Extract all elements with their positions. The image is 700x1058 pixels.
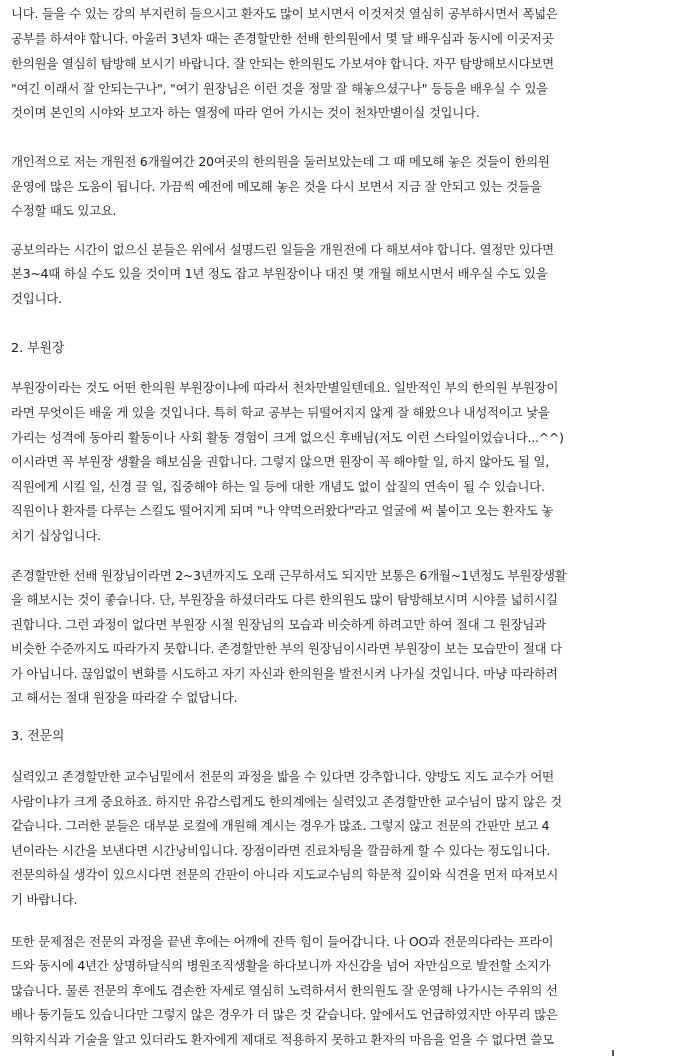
paragraph-line: 의학지식과 기술을 알고 있더라도 환자에게 제대로 적용하지 못하고 환자의 마음을 얻을 수 없다면 쓸모 (11, 1032, 554, 1047)
paragraph-line: 공부를 하셔야 합니다. 아울러 3년차 때는 존경할만한 선배 한의원에서 몇 달 배우심과 동시에 이곳저곳 (11, 31, 554, 46)
paragraph-line: 공보의라는 시간이 없으신 분들은 위에서 설명드린 일들을 개원전에 다 해보셔야 합니다. 열정만 있다면 (11, 242, 554, 257)
paragraph-line: 사람이냐가 크게 중요하죠. 하지만 유감스럽게도 한의계에는 실력있고 존경할만한 교수님이 많지 않은 것 (11, 794, 562, 809)
paragraph-line: 권합니다. 그런 과정이 없다면 부원장 시절 원장님의 모습과 비슷하게 하려고만 하여 절대 그 원장님과 (11, 617, 546, 632)
paragraph-line: 치기 십상입니다. (11, 528, 101, 543)
paragraph-line: 존경할만한 선배 원장님이라면 2~3년까지도 오래 근무하셔도 되지만 보통은 6개월~1년정도 부원장생활 (11, 568, 567, 583)
paragraph-line: 년이라는 시간을 보낸다면 시간낭비입니다. 장점이라면 진료차팅을 깔끔하게 할 수 있다는 정도입니다. (11, 843, 551, 858)
section-heading: 2. 부원장 (11, 341, 65, 356)
paragraph-line: 가리는 성격에 동아리 활동이나 사회 활동 경험이 크게 없으신 후배님(저도 이런 스타일이었습니다...^^) (11, 430, 564, 445)
paragraph-line: 개인적으로 저는 개원전 6개월여간 20여곳의 한의원을 둘러보았는데 그 때 메모해 놓은 것들이 한의원 (11, 154, 550, 169)
paragraph-line: 부원장이라는 것도 어떤 한의원 부원장이냐에 따라서 천차만별일텐데요. 일반적인 부의 한의원 부원장이 (11, 380, 559, 395)
paragraph-line: 것입니다. (11, 291, 62, 306)
paragraph-line: 비슷한 수준까지도 따라가지 못합니다. 존경할만한 부의 원장님이시라면 부원장이 보는 모습만이 절대 다 (11, 641, 562, 656)
paragraph-line: 가 아닙니다. 끊임없이 변화를 시도하고 자기 자신과 한의원을 발전시켜 나가실 것입니다. 마냥 따라하려 (11, 666, 558, 681)
paragraph-line: 운영에 많은 도움이 됩니다. 가끔씩 예전에 메모해 놓은 것을 다시 보면서 지금 잘 안되고 있는 것들을 (11, 179, 542, 194)
paragraph-line: 전문의하실 생각이 있으시다면 전문의 간판이 아니라 지도교수님의 학문적 깊이와 식견을 먼저 따져보시 (11, 867, 559, 882)
paragraph-line: 직원에게 시킬 일, 신경 끌 일, 집중해야 하는 일 등에 대한 개념도 없이 삽질의 연속이 될 수 있습니다. (11, 479, 545, 494)
paragraph-line: 이시라면 꼭 부원장 생활을 해보심을 권합니다. 그렇지 않으면 원장이 꼭 해야할 일, 하지 않아도 될 일, (11, 454, 550, 469)
paragraph-line: 실력있고 존경할만한 교수님밑에서 전문의 과정을 밟을 수 있다면 강추합니다. 양방도 지도 교수가 어떤 (11, 769, 554, 784)
paragraph-line: 많습니다. 물론 전문의 후에도 겸손한 자세로 열심히 노력하셔서 한의원도 잘 운영해 나가시는 주위의 선 (11, 983, 558, 998)
paragraph-line: "여긴 이래서 잘 안되는구나", "여기 원장님은 이런 것을 정말 잘 해놓으셨구나" 등등을 배우실 수 있을 (11, 81, 549, 96)
paragraph-line: 또한 문제점은 전문의 과정을 끝낸 후에는 어깨에 잔뜩 힘이 들어갑니다. 나 OO과 전문의다라는 프라이 (11, 934, 554, 949)
paragraph-line: 수정할 때도 있고요. (11, 203, 117, 218)
paragraph-line: 같습니다. 그러한 분들은 대부분 로컬에 개원해 계시는 경우가 많죠. 그렇지 않고 전문의 간판만 보고 4 (11, 818, 550, 833)
paragraph-line: 배나 동기들도 있습니다만 그렇지 않은 경우가 더 많은 것 같습니다. 앞에서도 언급하였지만 아무리 많은 (11, 1007, 558, 1022)
paragraph-line: 본3~4때 하실 수도 있을 것이며 1년 정도 잡고 부원장이나 대진 몇 개월 해보시면서 배우실 수도 있을 (11, 266, 548, 281)
paragraph-line: 니다. 들을 수 있는 강의 부지런히 들으시고 환자도 많이 보시면서 이것저것 열심히 공부하시면서 폭넓은 (11, 6, 558, 21)
paragraph-line: 기 바랍니다. (11, 892, 78, 907)
paragraph-line: 고 해서는 절대 원장을 따라갈 수 없답니다. (11, 690, 238, 705)
paragraph-line: 것이며 본인의 시야와 보고자 하는 열정에 따라 얻어 가시는 것이 천차만별이실 것입니다. (11, 105, 480, 120)
paragraph-line: 드와 동시에 4년간 상명하달식의 병원조직생활을 하다보니까 자신감을 넘어 자만심으로 발전할 소지가 (11, 958, 551, 973)
paragraph-line: 직원이나 환자를 다루는 스킬도 떨어지게 되며 "나 약먹으러왔다"라고 얼굴에 써 붙이고 오는 환자도 놓 (11, 503, 554, 518)
paragraph-line: 을 해보시는 것이 좋습니다. 단, 부원장을 하셨더라도 다른 한의원도 많이 탐방해보시며 시야를 넓히시길 (11, 592, 558, 607)
section-heading: 3. 전문의 (11, 729, 65, 744)
paragraph-line: 라면 무엇이든 배울 게 있을 것입니다. 특히 학교 공부는 뒤떨어지지 않게 잘 해왔으나 내성적이고 낯을 (11, 405, 550, 420)
paragraph-line: 한의원을 열심히 탐방해 보시기 바랍니다. 잘 안되는 한의원도 가보셔야 합니다. 자꾸 탐방해보시다보면 (11, 56, 554, 71)
scan-artifact-mark (612, 1050, 614, 1056)
